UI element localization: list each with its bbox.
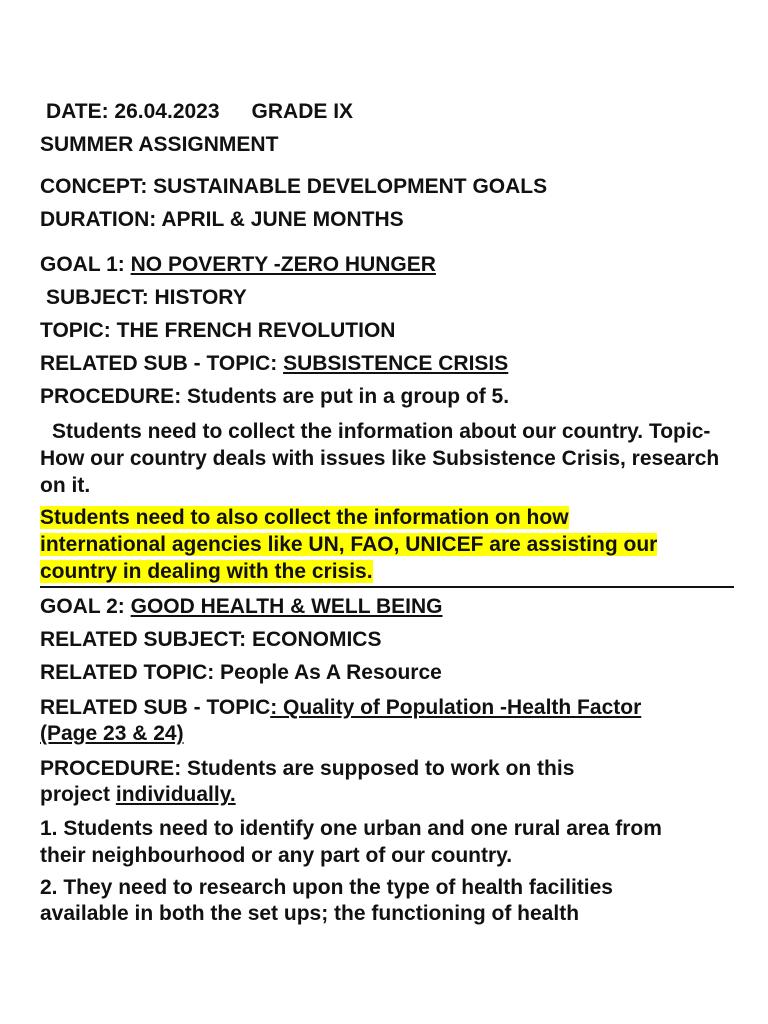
goal1-heading [40,252,436,278]
goal1-procedure [40,384,509,410]
goal2-procedure-line2-text: project [40,783,116,806]
goal2-subtopic-page [40,721,184,747]
goal1-label: GOAL 1: [40,253,131,276]
highlight-text-1: Students need to also collect the information on how [40,506,569,529]
goal2-subtopic-value: : Quality of Population -Health Factor [270,696,642,719]
duration-line: DURATION: APRIL & JUNE MONTHS [40,208,404,231]
goal2-procedure-text: : Students are supposed to work on this [174,757,575,780]
goal2-step-1: 1. Students need to identify one urban and one rural area from their neighbourhood or any part of our country. [40,817,662,867]
goal1-topic: TOPIC: THE FRENCH REVOLUTION [40,319,396,342]
goal1-subtopic-value: SUBSISTENCE CRISIS [283,352,509,375]
goal2-subtopic-label: RELATED SUB - TOPIC [40,696,271,719]
goal2-step-2-line2: available in both the set ups; the functioning of health [40,902,580,925]
date-grade-line [46,99,353,125]
grade: GRADE IX [251,100,354,123]
goal2-procedure-line2 [40,782,236,808]
goal2-heading [40,594,443,620]
highlight-text-2: international agencies like UN, FAO, UNICEF are assisting our [40,533,658,556]
goal2-step-2-line1: 2. They need to research upon the type of health facilities [40,876,613,899]
goal2-procedure [40,756,574,782]
goal1-procedure-text: : Students are put in a group of 5. [174,385,510,408]
assignment-title: SUMMER ASSIGNMENT [40,133,279,156]
goal2-topic-label: RELATED TOPIC [40,661,208,684]
goal2-subtopic [40,695,641,721]
goal1-highlight-line2 [40,532,657,558]
goal2-subtopic-pages: (Page 23 & 24) [40,722,184,745]
date: DATE: 26.04.2023 [46,100,220,123]
goal1-highlight-line1 [40,505,569,531]
section-divider [40,586,734,588]
goal1-title: NO POVERTY -ZERO HUNGER [130,253,436,276]
goal2-procedure-label: PROCEDURE [40,757,175,780]
goal2-procedure-emphasis: individually. [115,783,236,806]
concept-line: CONCEPT: SUSTAINABLE DEVELOPMENT GOALS [40,175,548,198]
goal2-title: GOOD HEALTH & WELL BEING [130,595,443,618]
goal2-subject: RELATED SUBJECT: ECONOMICS [40,628,382,651]
goal2-topic-text: : People As A Resource [207,661,442,684]
goal2-topic [40,660,442,686]
goal1-subject: SUBJECT: HISTORY [46,286,247,309]
goal1-subtopic-label: RELATED SUB - TOPIC: [40,352,284,375]
highlight-text-3: country in dealing with the crisis. [40,560,373,583]
goal1-procedure-label: PROCEDURE [40,385,175,408]
goal1-paragraph-1: Students need to collect the information about our country. Topic- How our country deals with issues like Subsistence Crisis, research on it. [40,420,720,497]
goal1-highlight-line3 [40,559,373,585]
goal1-subtopic [40,351,508,377]
goal2-label: GOAL 2: [40,595,131,618]
